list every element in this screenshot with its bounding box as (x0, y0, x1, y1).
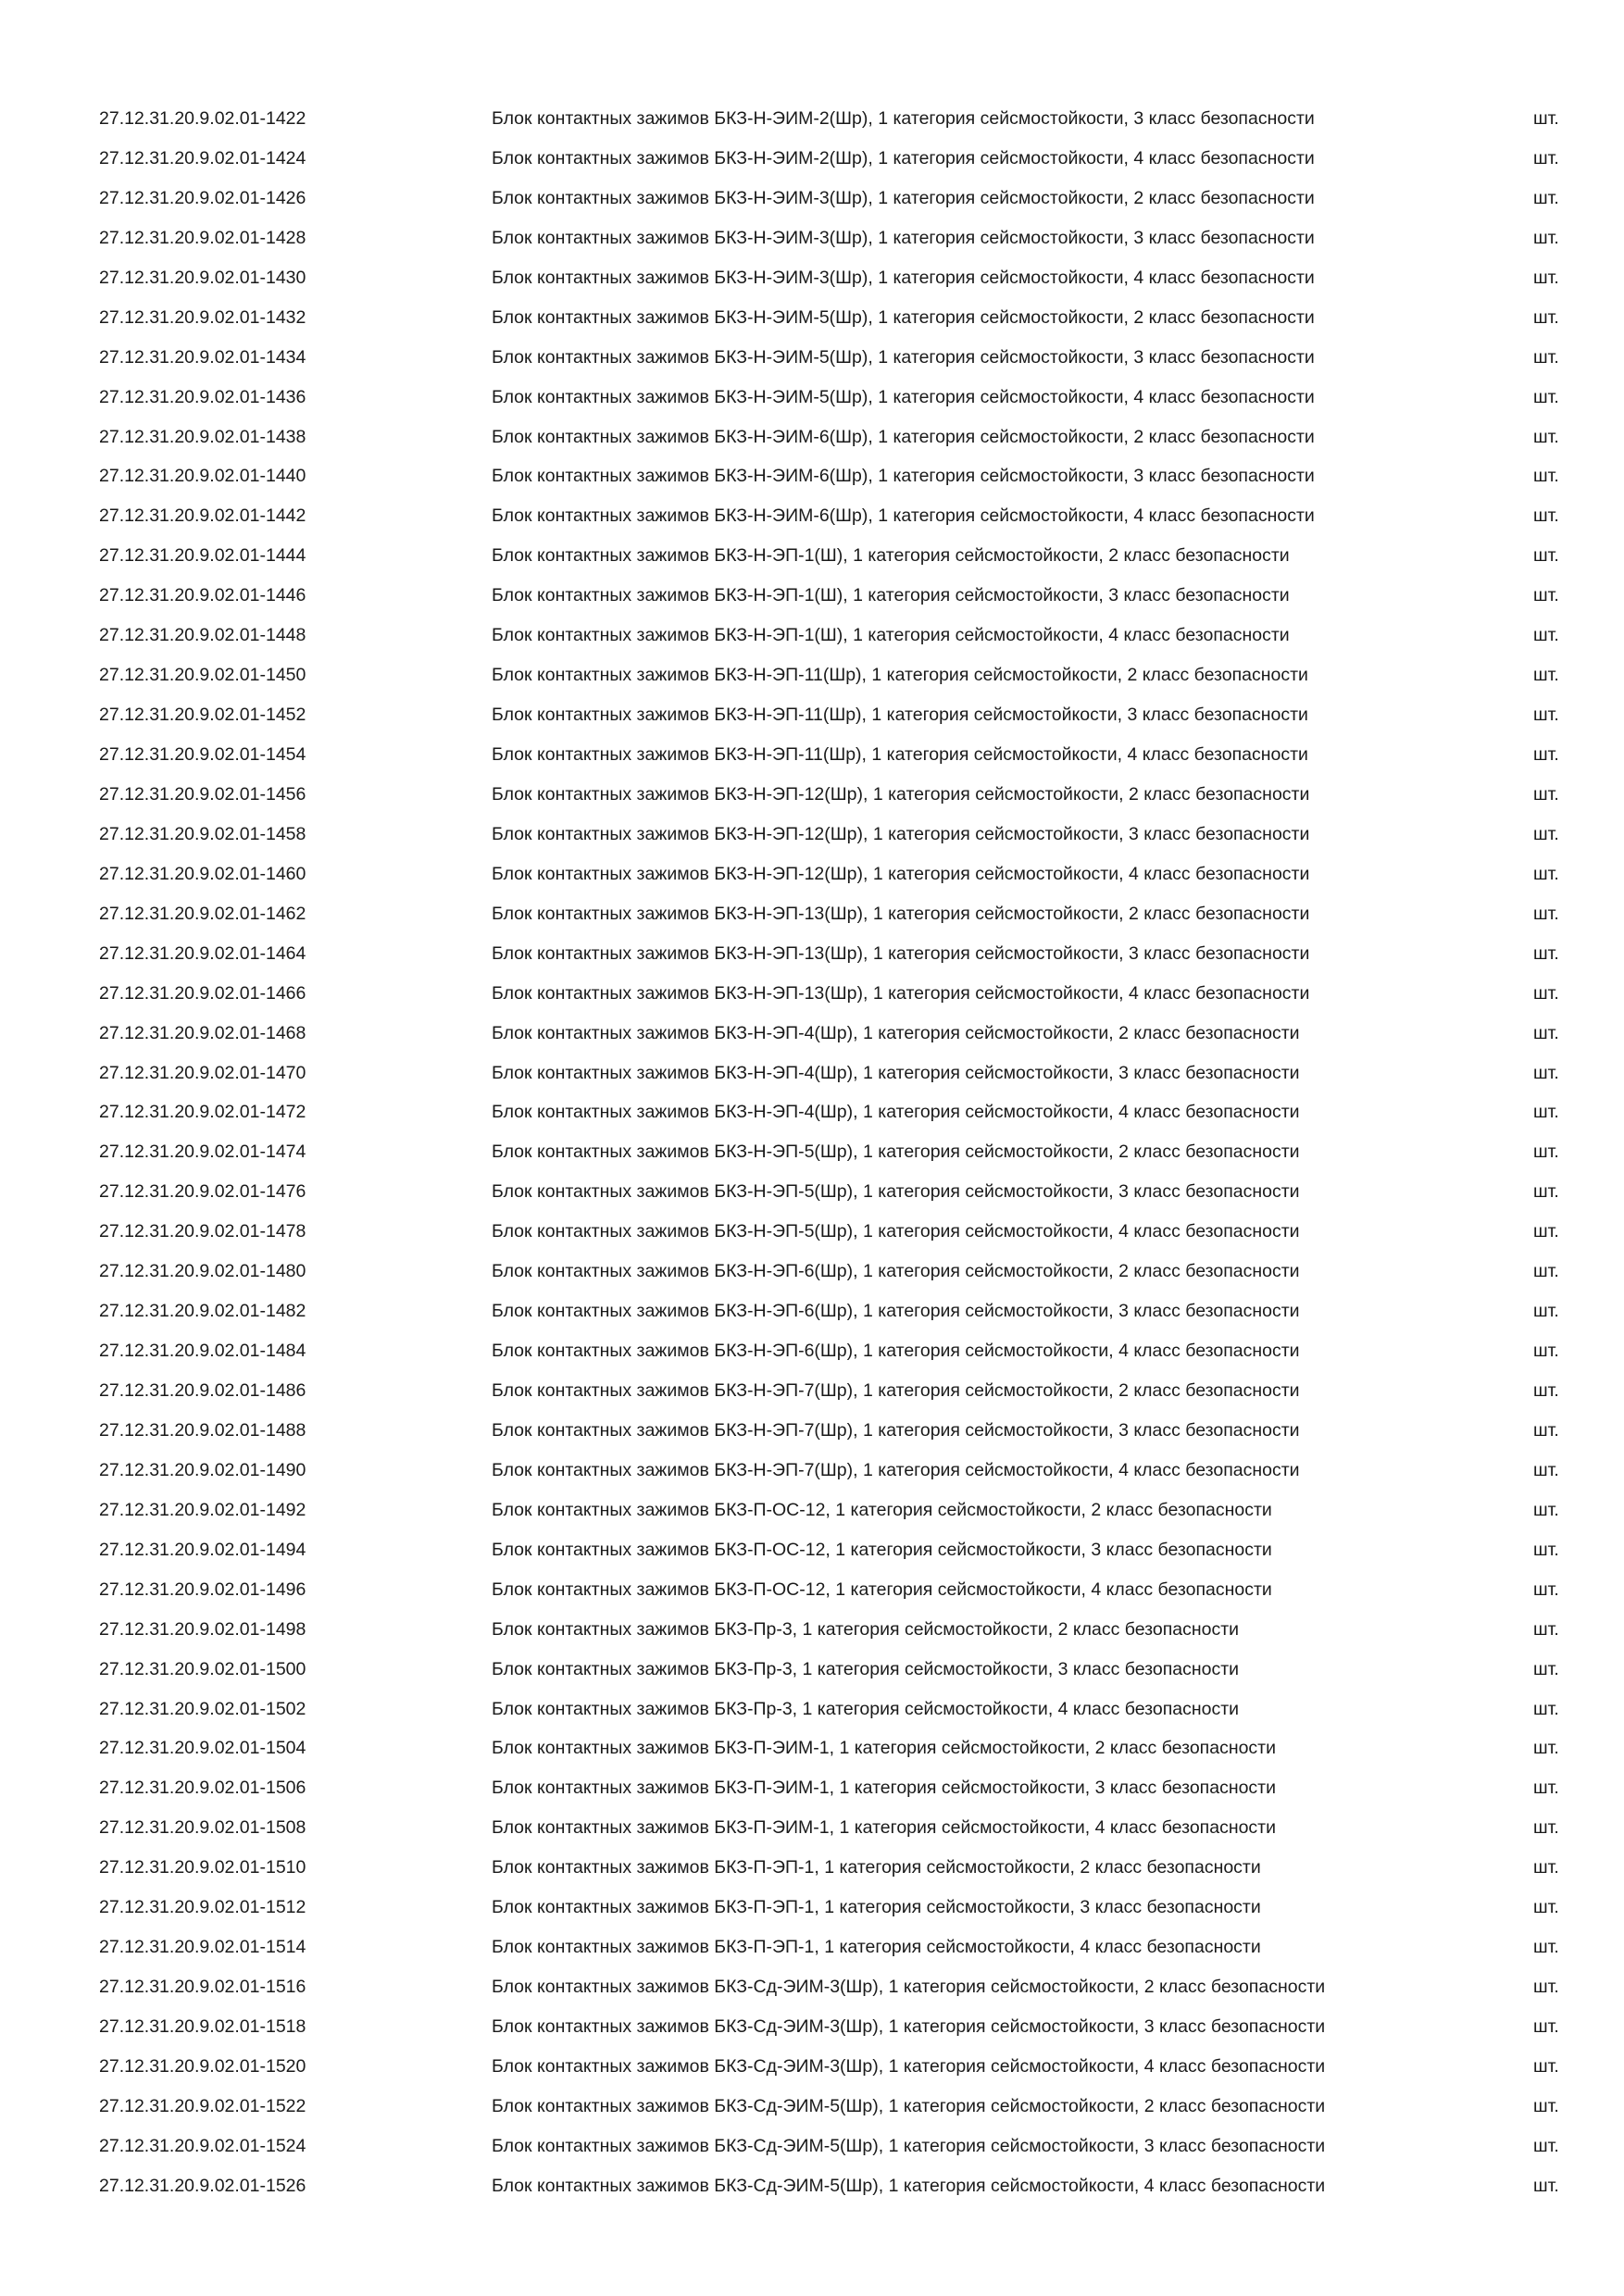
item-description: Блок контактных зажимов БКЗ-П-ЭП-1, 1 категория сейсмостойкости, 2 класс безопасности (492, 1857, 1261, 1878)
table-row (0, 861, 1624, 901)
item-code: 27.12.31.20.9.02.01-1526 (99, 2175, 306, 2196)
table-row (0, 2014, 1624, 2053)
item-code: 27.12.31.20.9.02.01-1464 (99, 942, 306, 964)
item-unit: шт. (1533, 1181, 1559, 1203)
item-code: 27.12.31.20.9.02.01-1456 (99, 783, 306, 805)
item-code: 27.12.31.20.9.02.01-1498 (99, 1618, 306, 1640)
table-row (0, 2053, 1624, 2093)
item-unit: шт. (1533, 108, 1559, 129)
item-unit: шт. (1533, 147, 1559, 168)
item-description: Блок контактных зажимов БКЗ-Пр-3, 1 категория сейсмостойкости, 4 класс безопасности (492, 1698, 1240, 1719)
item-unit: шт. (1533, 346, 1559, 368)
item-code: 27.12.31.20.9.02.01-1436 (99, 386, 306, 407)
table-row (0, 1457, 1624, 1497)
table-row (0, 1179, 1624, 1218)
item-unit: шт. (1533, 1419, 1559, 1441)
item-description: Блок контактных зажимов БКЗ-Н-ЭП-1(Ш), 1 категория сейсмостойкости, 3 класс безопасности (492, 585, 1290, 606)
item-code: 27.12.31.20.9.02.01-1460 (99, 863, 306, 884)
item-unit: шт. (1533, 1698, 1559, 1719)
item-description: Блок контактных зажимов БКЗ-Н-ЭП-6(Шр), 1 категория сейсмостойкости, 4 класс безопасности (492, 1341, 1300, 1362)
item-code: 27.12.31.20.9.02.01-1504 (99, 1738, 306, 1759)
table-row (0, 781, 1624, 821)
table-row (0, 742, 1624, 781)
item-unit: шт. (1533, 942, 1559, 964)
table-row (0, 503, 1624, 543)
item-code: 27.12.31.20.9.02.01-1458 (99, 823, 306, 844)
item-unit: шт. (1533, 505, 1559, 527)
table-row (0, 1258, 1624, 1298)
table-row (0, 980, 1624, 1020)
item-unit: шт. (1533, 783, 1559, 805)
item-code: 27.12.31.20.9.02.01-1426 (99, 187, 306, 208)
item-code: 27.12.31.20.9.02.01-1496 (99, 1578, 306, 1600)
item-description: Блок контактных зажимов БКЗ-Сд-ЭИМ-3(Шр), 1 категория сейсмостойкости, 4 класс безопасности (492, 2055, 1326, 2077)
item-unit: шт. (1533, 1738, 1559, 1759)
item-code: 27.12.31.20.9.02.01-1454 (99, 744, 306, 765)
item-description: Блок контактных зажимов БКЗ-Н-ЭИМ-3(Шр), 1 категория сейсмостойкости, 2 класс безопасности (492, 187, 1315, 208)
item-code: 27.12.31.20.9.02.01-1446 (99, 585, 306, 606)
item-unit: шт. (1533, 386, 1559, 407)
item-code: 27.12.31.20.9.02.01-1518 (99, 2016, 306, 2037)
item-description: Блок контактных зажимов БКЗ-Н-ЭИМ-6(Шр), 1 категория сейсмостойкости, 4 класс безопасности (492, 505, 1315, 527)
table-row (0, 1854, 1624, 1894)
table-row (0, 1099, 1624, 1139)
item-description: Блок контактных зажимов БКЗ-Н-ЭП-5(Шр), 1 категория сейсмостойкости, 4 класс безопасности (492, 1221, 1300, 1242)
item-unit: шт. (1533, 187, 1559, 208)
table-row (0, 1060, 1624, 1100)
table-row (0, 622, 1624, 662)
item-unit: шт. (1533, 1817, 1559, 1839)
table-row (0, 1656, 1624, 1696)
item-description: Блок контактных зажимов БКЗ-П-ОС-12, 1 категория сейсмостойкости, 2 класс безопасности (492, 1499, 1272, 1520)
item-code: 27.12.31.20.9.02.01-1488 (99, 1419, 306, 1441)
item-unit: шт. (1533, 227, 1559, 248)
table-row (0, 2133, 1624, 2173)
item-description: Блок контактных зажимов БКЗ-Н-ЭП-7(Шр), 1 категория сейсмостойкости, 3 класс безопасности (492, 1419, 1300, 1441)
table-row (0, 582, 1624, 622)
item-description: Блок контактных зажимов БКЗ-Сд-ЭИМ-5(Шр), 1 категория сейсмостойкости, 2 класс безопасности (492, 2095, 1326, 2116)
item-description: Блок контактных зажимов БКЗ-Н-ЭП-1(Ш), 1 категория сейсмостойкости, 4 класс безопасности (492, 625, 1290, 646)
item-description: Блок контактных зажимов БКЗ-Н-ЭП-1(Ш), 1 категория сейсмостойкости, 2 класс безопасности (492, 545, 1290, 567)
item-code: 27.12.31.20.9.02.01-1452 (99, 705, 306, 726)
table-row (0, 463, 1624, 503)
item-unit: шт. (1533, 2175, 1559, 2196)
item-description: Блок контактных зажимов БКЗ-Н-ЭП-11(Шр), 1 категория сейсмостойкости, 4 класс безопасности (492, 744, 1308, 765)
table-row (0, 106, 1624, 145)
item-unit: шт. (1533, 705, 1559, 726)
table-row (0, 1378, 1624, 1417)
table-row (0, 662, 1624, 702)
item-code: 27.12.31.20.9.02.01-1500 (99, 1658, 306, 1679)
item-description: Блок контактных зажимов БКЗ-П-ЭП-1, 1 категория сейсмостойкости, 4 класс безопасности (492, 1937, 1261, 1958)
table-row (0, 543, 1624, 582)
item-unit: шт. (1533, 1857, 1559, 1878)
item-description: Блок контактных зажимов БКЗ-П-ОС-12, 1 категория сейсмостойкости, 3 класс безопасности (492, 1539, 1272, 1560)
item-description: Блок контактных зажимов БКЗ-Сд-ЭИМ-5(Шр), 1 категория сейсмостойкости, 3 класс безопасности (492, 2135, 1326, 2156)
item-code: 27.12.31.20.9.02.01-1510 (99, 1857, 306, 1878)
item-code: 27.12.31.20.9.02.01-1508 (99, 1817, 306, 1839)
item-unit: шт. (1533, 1022, 1559, 1043)
item-code: 27.12.31.20.9.02.01-1492 (99, 1499, 306, 1520)
item-description: Блок контактных зажимов БКЗ-Н-ЭП-4(Шр), 1 категория сейсмостойкости, 3 класс безопасности (492, 1062, 1300, 1083)
item-code: 27.12.31.20.9.02.01-1476 (99, 1181, 306, 1203)
item-unit: шт. (1533, 1658, 1559, 1679)
table-row (0, 1577, 1624, 1616)
item-unit: шт. (1533, 1578, 1559, 1600)
item-unit: шт. (1533, 1977, 1559, 1998)
item-description: Блок контактных зажимов БКЗ-Н-ЭИМ-5(Шр), 1 категория сейсмостойкости, 4 класс безопасности (492, 386, 1315, 407)
item-code: 27.12.31.20.9.02.01-1486 (99, 1380, 306, 1401)
item-description: Блок контактных зажимов БКЗ-Н-ЭП-4(Шр), 1 категория сейсмостойкости, 4 класс безопасности (492, 1102, 1300, 1123)
table-row (0, 305, 1624, 344)
table-row (0, 1020, 1624, 1060)
table-row (0, 1497, 1624, 1537)
item-code: 27.12.31.20.9.02.01-1520 (99, 2055, 306, 2077)
item-code: 27.12.31.20.9.02.01-1474 (99, 1142, 306, 1163)
table-row (0, 1616, 1624, 1656)
item-unit: шт. (1533, 267, 1559, 288)
table-row (0, 1338, 1624, 1378)
item-code: 27.12.31.20.9.02.01-1430 (99, 267, 306, 288)
table-row (0, 1775, 1624, 1815)
item-description: Блок контактных зажимов БКЗ-Н-ЭП-12(Шр), 1 категория сейсмостойкости, 2 класс безопасности (492, 783, 1310, 805)
item-unit: шт. (1533, 306, 1559, 328)
item-code: 27.12.31.20.9.02.01-1440 (99, 466, 306, 487)
item-unit: шт. (1533, 2095, 1559, 2116)
item-code: 27.12.31.20.9.02.01-1434 (99, 346, 306, 368)
item-unit: шт. (1533, 863, 1559, 884)
item-unit: шт. (1533, 1380, 1559, 1401)
item-description: Блок контактных зажимов БКЗ-Н-ЭП-6(Шр), 1 категория сейсмостойкости, 2 класс безопасности (492, 1261, 1300, 1282)
item-unit: шт. (1533, 1459, 1559, 1480)
item-description: Блок контактных зажимов БКЗ-Н-ЭИМ-3(Шр), 1 категория сейсмостойкости, 4 класс безопасности (492, 267, 1315, 288)
item-unit: шт. (1533, 823, 1559, 844)
table-row (0, 941, 1624, 980)
table-row (0, 2093, 1624, 2133)
item-description: Блок контактных зажимов БКЗ-Н-ЭП-12(Шр), 1 категория сейсмостойкости, 4 класс безопасности (492, 863, 1310, 884)
table-row (0, 1417, 1624, 1457)
item-description: Блок контактных зажимов БКЗ-Пр-3, 1 категория сейсмостойкости, 3 класс безопасности (492, 1658, 1240, 1679)
item-code: 27.12.31.20.9.02.01-1466 (99, 982, 306, 1004)
item-code: 27.12.31.20.9.02.01-1450 (99, 665, 306, 686)
item-description: Блок контактных зажимов БКЗ-П-ОС-12, 1 категория сейсмостойкости, 4 класс безопасности (492, 1578, 1272, 1600)
item-unit: шт. (1533, 1539, 1559, 1560)
item-unit: шт. (1533, 545, 1559, 567)
item-unit: шт. (1533, 982, 1559, 1004)
item-code: 27.12.31.20.9.02.01-1522 (99, 2095, 306, 2116)
table-row (0, 145, 1624, 185)
item-unit: шт. (1533, 1897, 1559, 1918)
table-row (0, 1537, 1624, 1577)
item-code: 27.12.31.20.9.02.01-1478 (99, 1221, 306, 1242)
table-row (0, 1934, 1624, 1974)
item-code: 27.12.31.20.9.02.01-1484 (99, 1341, 306, 1362)
table-row (0, 265, 1624, 305)
item-unit: шт. (1533, 1301, 1559, 1322)
item-description: Блок контактных зажимов БКЗ-Н-ЭИМ-6(Шр), 1 категория сейсмостойкости, 2 класс безопасности (492, 426, 1315, 447)
table-row (0, 702, 1624, 742)
item-unit: шт. (1533, 1142, 1559, 1163)
table-row (0, 1696, 1624, 1736)
item-description: Блок контактных зажимов БКЗ-П-ЭИМ-1, 1 категория сейсмостойкости, 2 класс безопасности (492, 1738, 1277, 1759)
item-unit: шт. (1533, 1102, 1559, 1123)
table-row (0, 344, 1624, 384)
item-description: Блок контактных зажимов БКЗ-Н-ЭИМ-2(Шр), 1 категория сейсмостойкости, 4 класс безопасности (492, 147, 1315, 168)
item-unit: шт. (1533, 2055, 1559, 2077)
item-code: 27.12.31.20.9.02.01-1480 (99, 1261, 306, 1282)
table-row (0, 1815, 1624, 1854)
table-row (0, 821, 1624, 861)
item-unit: шт. (1533, 1618, 1559, 1640)
item-unit: шт. (1533, 625, 1559, 646)
price-list-table (0, 106, 1624, 2213)
table-row (0, 1735, 1624, 1775)
item-description: Блок контактных зажимов БКЗ-Н-ЭП-6(Шр), 1 категория сейсмостойкости, 3 класс безопасности (492, 1301, 1300, 1322)
item-description: Блок контактных зажимов БКЗ-Сд-ЭИМ-3(Шр), 1 категория сейсмостойкости, 3 класс безопасности (492, 2016, 1326, 2037)
item-code: 27.12.31.20.9.02.01-1432 (99, 306, 306, 328)
item-code: 27.12.31.20.9.02.01-1442 (99, 505, 306, 527)
item-description: Блок контактных зажимов БКЗ-Н-ЭП-7(Шр), 1 категория сейсмостойкости, 2 класс безопасности (492, 1380, 1300, 1401)
item-code: 27.12.31.20.9.02.01-1472 (99, 1102, 306, 1123)
item-code: 27.12.31.20.9.02.01-1468 (99, 1022, 306, 1043)
item-code: 27.12.31.20.9.02.01-1490 (99, 1459, 306, 1480)
table-row (0, 424, 1624, 464)
item-unit: шт. (1533, 466, 1559, 487)
item-unit: шт. (1533, 1221, 1559, 1242)
item-unit: шт. (1533, 1341, 1559, 1362)
item-description: Блок контактных зажимов БКЗ-Н-ЭП-13(Шр), 1 категория сейсмостойкости, 4 класс безопасности (492, 982, 1310, 1004)
item-description: Блок контактных зажимов БКЗ-П-ЭП-1, 1 категория сейсмостойкости, 3 класс безопасности (492, 1897, 1261, 1918)
item-code: 27.12.31.20.9.02.01-1482 (99, 1301, 306, 1322)
item-unit: шт. (1533, 1937, 1559, 1958)
item-description: Блок контактных зажимов БКЗ-Н-ЭП-4(Шр), 1 категория сейсмостойкости, 2 класс безопасности (492, 1022, 1300, 1043)
item-description: Блок контактных зажимов БКЗ-Н-ЭП-7(Шр), 1 категория сейсмостойкости, 4 класс безопасности (492, 1459, 1300, 1480)
item-unit: шт. (1533, 2016, 1559, 2037)
table-row (0, 1139, 1624, 1179)
item-unit: шт. (1533, 744, 1559, 765)
item-code: 27.12.31.20.9.02.01-1470 (99, 1062, 306, 1083)
item-description: Блок контактных зажимов БКЗ-Сд-ЭИМ-3(Шр), 1 категория сейсмостойкости, 2 класс безопасности (492, 1977, 1326, 1998)
item-code: 27.12.31.20.9.02.01-1494 (99, 1539, 306, 1560)
table-row (0, 1218, 1624, 1258)
item-description: Блок контактных зажимов БКЗ-П-ЭИМ-1, 1 категория сейсмостойкости, 4 класс безопасности (492, 1817, 1277, 1839)
item-description: Блок контактных зажимов БКЗ-П-ЭИМ-1, 1 категория сейсмостойкости, 3 класс безопасности (492, 1778, 1277, 1799)
item-code: 27.12.31.20.9.02.01-1462 (99, 903, 306, 924)
table-row (0, 185, 1624, 225)
item-code: 27.12.31.20.9.02.01-1506 (99, 1778, 306, 1799)
item-description: Блок контактных зажимов БКЗ-Н-ЭП-5(Шр), 1 категория сейсмостойкости, 3 класс безопасности (492, 1181, 1300, 1203)
item-unit: шт. (1533, 426, 1559, 447)
item-description: Блок контактных зажимов БКЗ-Н-ЭП-11(Шр), 1 категория сейсмостойкости, 2 класс безопасности (492, 665, 1308, 686)
table-row (0, 1298, 1624, 1338)
item-description: Блок контактных зажимов БКЗ-Сд-ЭИМ-5(Шр), 1 категория сейсмостойкости, 4 класс безопасности (492, 2175, 1326, 2196)
item-description: Блок контактных зажимов БКЗ-Н-ЭИМ-5(Шр), 1 категория сейсмостойкости, 3 класс безопасности (492, 346, 1315, 368)
item-code: 27.12.31.20.9.02.01-1444 (99, 545, 306, 567)
table-row (0, 1894, 1624, 1934)
item-description: Блок контактных зажимов БКЗ-Н-ЭП-13(Шр), 1 категория сейсмостойкости, 2 класс безопасности (492, 903, 1310, 924)
item-unit: шт. (1533, 585, 1559, 606)
item-unit: шт. (1533, 903, 1559, 924)
item-code: 27.12.31.20.9.02.01-1524 (99, 2135, 306, 2156)
item-code: 27.12.31.20.9.02.01-1516 (99, 1977, 306, 1998)
item-code: 27.12.31.20.9.02.01-1514 (99, 1937, 306, 1958)
item-code: 27.12.31.20.9.02.01-1428 (99, 227, 306, 248)
item-description: Блок контактных зажимов БКЗ-Н-ЭП-5(Шр), 1 категория сейсмостойкости, 2 класс безопасности (492, 1142, 1300, 1163)
item-unit: шт. (1533, 2135, 1559, 2156)
item-description: Блок контактных зажимов БКЗ-Н-ЭП-12(Шр), 1 категория сейсмостойкости, 3 класс безопасности (492, 823, 1310, 844)
item-description: Блок контактных зажимов БКЗ-Н-ЭИМ-5(Шр), 1 категория сейсмостойкости, 2 класс безопасности (492, 306, 1315, 328)
table-row (0, 901, 1624, 941)
item-description: Блок контактных зажимов БКЗ-Н-ЭИМ-6(Шр), 1 категория сейсмостойкости, 3 класс безопасности (492, 466, 1315, 487)
table-row (0, 1974, 1624, 2014)
item-unit: шт. (1533, 1778, 1559, 1799)
item-description: Блок контактных зажимов БКЗ-Н-ЭИМ-3(Шр), 1 категория сейсмостойкости, 3 класс безопасности (492, 227, 1315, 248)
item-description: Блок контактных зажимов БКЗ-Пр-3, 1 категория сейсмостойкости, 2 класс безопасности (492, 1618, 1240, 1640)
item-code: 27.12.31.20.9.02.01-1502 (99, 1698, 306, 1719)
item-description: Блок контактных зажимов БКЗ-Н-ЭП-11(Шр), 1 категория сейсмостойкости, 3 класс безопасности (492, 705, 1308, 726)
table-row (0, 384, 1624, 424)
item-unit: шт. (1533, 1499, 1559, 1520)
item-code: 27.12.31.20.9.02.01-1448 (99, 625, 306, 646)
item-description: Блок контактных зажимов БКЗ-Н-ЭП-13(Шр), 1 категория сейсмостойкости, 3 класс безопасности (492, 942, 1310, 964)
table-row (0, 2173, 1624, 2213)
item-unit: шт. (1533, 1062, 1559, 1083)
item-code: 27.12.31.20.9.02.01-1438 (99, 426, 306, 447)
item-unit: шт. (1533, 665, 1559, 686)
table-row (0, 225, 1624, 265)
item-code: 27.12.31.20.9.02.01-1422 (99, 108, 306, 129)
item-code: 27.12.31.20.9.02.01-1424 (99, 147, 306, 168)
item-unit: шт. (1533, 1261, 1559, 1282)
item-code: 27.12.31.20.9.02.01-1512 (99, 1897, 306, 1918)
item-description: Блок контактных зажимов БКЗ-Н-ЭИМ-2(Шр), 1 категория сейсмостойкости, 3 класс безопасности (492, 108, 1315, 129)
